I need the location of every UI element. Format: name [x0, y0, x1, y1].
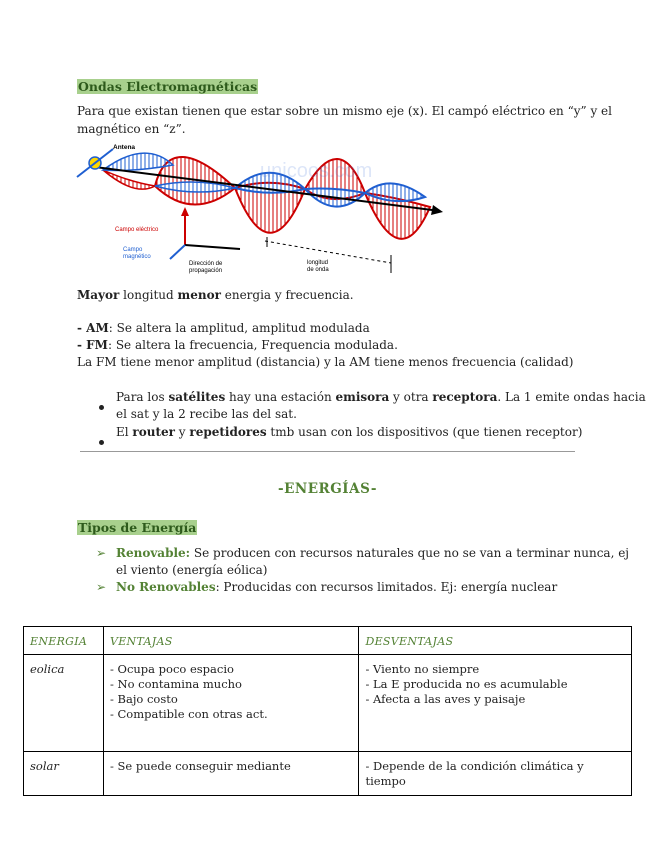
arrow-icon: ➢: [96, 580, 107, 594]
longitud-label-1: longitud: [307, 260, 329, 266]
tipos-energia-heading: Tipos de Energía: [78, 520, 197, 535]
relation-line: Mayor longitud menor energia y frecuencia.: [77, 288, 354, 302]
bullet-satelites: Para los satélites hay una estación emisora y otra receptora. La 1 emite ondas hacia: [116, 390, 646, 404]
table-header-desventajas: DESVENTAJAS: [359, 627, 632, 655]
table-cell-energia: solar: [24, 752, 104, 796]
table-header-row: [24, 627, 632, 655]
arrow-icon: ➢: [96, 546, 107, 560]
antena-label: Antena: [113, 144, 136, 151]
intro-line-1: Para que existan tienen que estar sobre un mismo eje (x). El campó eléctrico en “y” y el: [77, 104, 612, 118]
campo-electrico-label: Campo eléctrico: [115, 227, 159, 233]
propagation-arrowhead: [431, 205, 443, 215]
intro-line-2: magnético en “z”.: [77, 122, 186, 136]
table-row: [24, 752, 632, 796]
no-renovable-line: No Renovables: Producidas con recursos limitados. Ej: energía nuclear: [116, 580, 558, 594]
bullet-router: El router y repetidores tmb usan con los dispositivos (que tienen receptor): [116, 425, 583, 439]
energy-table: [23, 626, 632, 796]
fm-line: - FM: Se altera la frecuencia, Frequencia modulada.: [77, 338, 398, 352]
table-row: [24, 655, 632, 752]
campo-magnetico-label-1: Campo: [123, 247, 143, 253]
renovable-line: Renovable: Se producen con recursos naturales que no se van a terminar nunca, ej: [116, 546, 630, 560]
table-header-energia: ENERGIA: [24, 627, 104, 655]
direccion-label-2: propagación: [189, 268, 223, 274]
watermark: unicoos.com: [260, 160, 373, 182]
longitud-label-2: de onda: [307, 267, 329, 273]
renovable-line2: el viento (energía eólica): [116, 563, 268, 577]
am-line: - AM: Se altera la amplitud, amplitud modulada: [77, 321, 370, 335]
bullet-dot: [99, 395, 104, 414]
campo-magnetico-label-2: magnético: [123, 254, 151, 260]
energias-title: -ENERGÍAS-: [278, 481, 377, 497]
table-cell-desventajas: - Viento no siempre - La E producida no es acumulable - Afecta a las aves y paisaje: [359, 655, 632, 752]
bullet-satelites-line2: el sat y la 2 recibe las del sat.: [116, 407, 297, 421]
table-cell-ventajas: - Ocupa poco espacio - No contamina mucho - Bajo costo - Compatible con otras act.: [103, 655, 359, 752]
electromagnetic-wave-diagram: [75, 137, 450, 279]
table-cell-energia: eolica: [24, 655, 104, 752]
bullet-dot: [99, 430, 104, 449]
table-header-ventajas: VENTAJAS: [103, 627, 359, 655]
table-cell-desventajas: - Depende de la condición climática y tiempo: [359, 752, 632, 796]
horizontal-divider: [80, 451, 575, 452]
table-cell-ventajas: - Se puede conseguir mediante: [103, 752, 359, 796]
direccion-label-1: Dirección de: [189, 261, 223, 267]
section-heading-ondas: Ondas Electromagnéticas: [78, 79, 258, 94]
am-fm-compare-line: La FM tiene menor amplitud (distancia) y la AM tiene menos frecuencia (calidad): [77, 355, 574, 369]
